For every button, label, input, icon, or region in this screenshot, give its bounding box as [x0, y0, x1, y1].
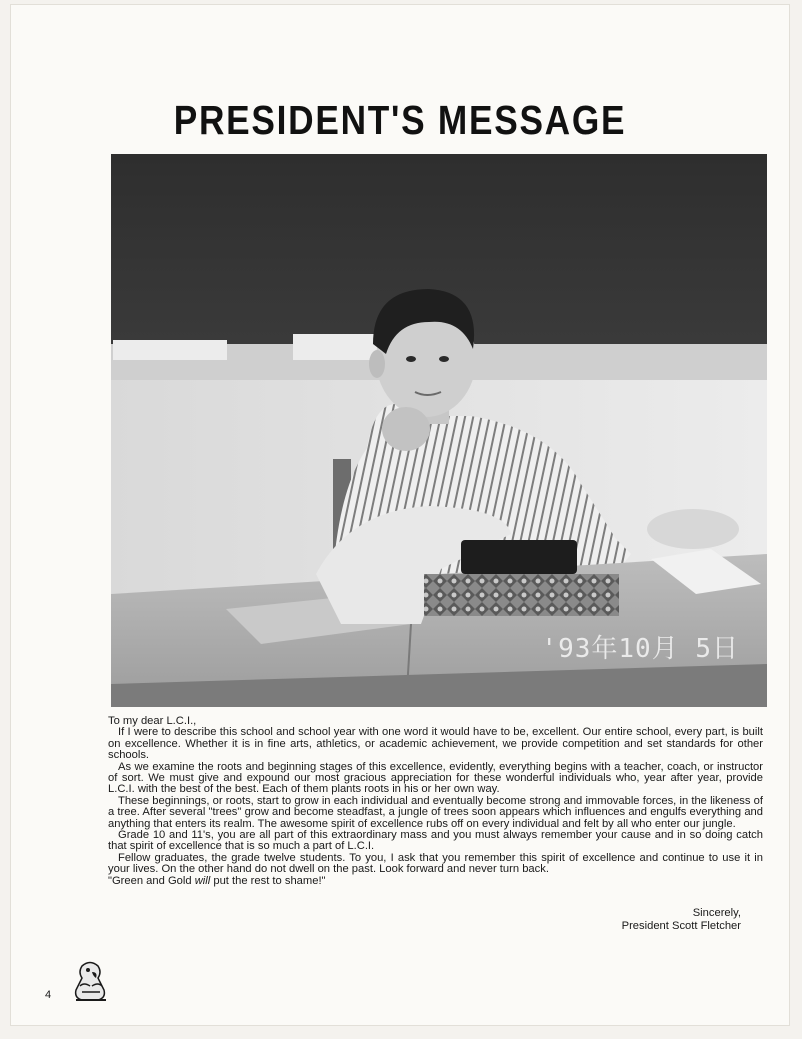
president-photo — [111, 154, 767, 707]
letter-salutation: To my dear L.C.I., — [108, 715, 197, 727]
motto-suffix: put the rest to shame!" — [210, 874, 326, 887]
yearbook-page — [10, 4, 790, 1026]
page-title: PRESIDENT'S MESSAGE — [173, 97, 627, 144]
letter-closing: Sincerely, — [692, 907, 741, 919]
motto-emphasis: will — [194, 874, 211, 887]
letter-signature: President Scott Fletcher — [621, 920, 741, 932]
letter-closing-block — [622, 907, 741, 933]
photo-date-stamp: '93年10月 5日 — [541, 634, 739, 664]
parrot-mascot-icon — [68, 960, 114, 1002]
letter-body — [108, 716, 763, 887]
letter-paragraph: Grade 10 and 11's, you are all part of this extraordinary mass and you must always remember your cause and in so doing catch that spirit of excellence that is so much a part of L.C.I. — [108, 829, 763, 853]
letter-paragraph: These beginnings, or roots, start to grow in each individual and eventually become strong and immovable forces, in the likeness of a tree. After several "trees" grow and become steadfast, a jungle of trees soon appears which influences and engulfs everything and anything that enters its realm. The awesome spirit of excellence rubs off on every individual and felt by all who enter our jungle. — [108, 794, 763, 830]
letter-motto — [108, 876, 763, 887]
motto-prefix: "Green and Gold — [108, 874, 195, 887]
letter-paragraph: Fellow graduates, the grade twelve students. To you, I ask that you remember this spirit of excellence and continue to use it in your lives. On the other hand do not dwell on the past. Look forward and never turn back. — [108, 851, 763, 876]
letter-paragraph: As we examine the roots and beginning stages of this excellence, evidently, everything begins with a teacher, coach, or instructor of sort. We must give and expound our most gracious appreciation for these wonderful individuals who, year after year, provide L.C.I. with the best of the best. Each of them plants roots in his or her own way. — [108, 760, 763, 796]
page-number: 4 — [45, 989, 52, 1001]
letter-paragraph: If I were to describe this school and school year with one word it would have to be, excellent. Our entire school, every part, is built on excellence. Whether it is in fine arts, athletics, or academic achievement, we provide competition and set standards for other schools. — [108, 726, 763, 762]
